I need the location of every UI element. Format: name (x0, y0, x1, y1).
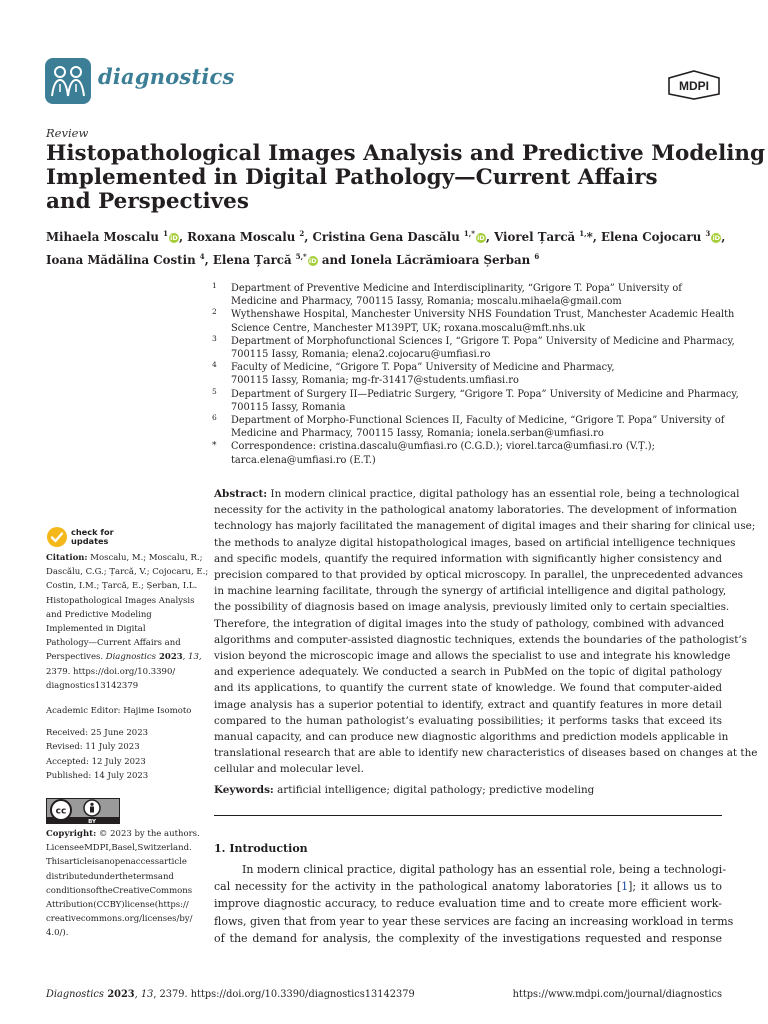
word: Licensee (46, 843, 85, 854)
affiliation-text: 700115 Iassy, Romania; elena2.cojocaru@umfiasi.ro (231, 349, 491, 361)
cc-icon: cc (55, 806, 67, 817)
check-updates-line: updates (71, 536, 109, 546)
copyright-line (46, 827, 198, 841)
author-name[interactable]: Mihaela Moscalu (46, 229, 164, 244)
abstract-line: compared to the human pathologist’s evaluating possibilities; it performs tasks that exceed its (214, 714, 722, 727)
word: conditions (46, 885, 91, 896)
footer-year: 2023 (103, 989, 135, 1000)
citation-year: 2023 (156, 652, 183, 663)
abstract-line: manual capacity, and can produce new diagnostic algorithms and prediction models applicable in (214, 731, 729, 744)
published-date: Published: 14 July 2023 (46, 771, 149, 781)
word: access (130, 857, 160, 868)
article-title (46, 141, 766, 214)
affiliation-text: 700115 Iassy, Romania; mg-fr-31417@students.umfiasi.ro (231, 375, 519, 387)
citation-journal: Diagnostics (105, 652, 157, 663)
word: distributed (46, 871, 94, 882)
check-updates-icon (46, 526, 68, 548)
received-date: Received: 25 June 2023 (46, 728, 149, 738)
journal-name[interactable]: diagnostics (98, 64, 235, 89)
word: BY) (109, 900, 125, 911)
check-updates-label (71, 528, 114, 546)
corresponding-mark: * (303, 251, 307, 261)
word: Switzerland. (137, 843, 192, 854)
word: the (98, 885, 113, 896)
author-line (46, 247, 736, 270)
footer-citation (46, 989, 415, 1000)
word: and (157, 871, 174, 882)
citation-line: Pathology—Current Affairs and (46, 638, 181, 649)
abstract-line: cellular and molecular level. (214, 763, 364, 776)
word: open (109, 857, 131, 868)
affiliation-item (212, 386, 739, 414)
word: an (99, 857, 110, 868)
word: of (90, 885, 99, 896)
orcid-icon[interactable]: iD (308, 256, 317, 265)
affiliation-number: 6 (212, 413, 217, 423)
author-name[interactable]: *, Elena Cojocaru (586, 229, 706, 244)
copyright-line (46, 855, 198, 869)
affiliation-sup: 5, (295, 251, 304, 261)
mdpi-logo[interactable] (666, 70, 722, 100)
corresponding-mark: * (471, 229, 475, 238)
citation-label: Citation: (46, 553, 88, 563)
abstract-line: and experience adequately. We conducted a search in PubMed on the topic of digital pathology (214, 666, 722, 679)
citation-doi-link[interactable]: diagnostics13142379 (46, 680, 139, 691)
by-label: BY (88, 819, 96, 824)
body-line: of the demand for analysis, the complexity of the investigations requested and response (214, 931, 722, 945)
word: article (159, 857, 187, 868)
abstract-line: precision compared to that provided by optical microscopy. In parallel, the unprecedented advances (214, 569, 743, 582)
journal-logo-icon (45, 58, 91, 104)
word: (CC (93, 900, 110, 911)
affiliation-number: 1 (212, 281, 217, 290)
copyright-line (46, 884, 198, 898)
abstract-label: Abstract: (214, 488, 268, 500)
body-line: improve diagnostic accuracy, to reduce evaluation time and to create more efficient work- (214, 897, 722, 911)
citation-line: Costin, I.M.; Țarcă, E.; Șerban, I.L. (46, 581, 198, 592)
author-name[interactable]: , Cristina Gena Dascălu (304, 229, 464, 244)
cc-by-license-badge[interactable] (46, 798, 120, 824)
footer-journal: Diagnostics (46, 989, 104, 1000)
orcid-icon[interactable]: iD (170, 233, 178, 242)
word: article (64, 857, 93, 868)
affiliation-text: Medicine and Pharmacy, 700115 Iassy, Romania; ionela.serban@umfiasi.ro (231, 428, 604, 440)
citation-line: and Predictive Modeling (46, 609, 152, 620)
abstract (214, 486, 758, 778)
affiliation-text: Faculty of Medicine, “Grigore T. Popa” University of Medicine and Pharmacy, (231, 362, 615, 374)
copyright-label: Copyright: (46, 829, 97, 839)
abstract-line: technology has majorly facilitated the management of digital images and their sharing for clinical use; (214, 520, 756, 533)
title-line: Histopathological Images Analysis and Predictive Modeling (46, 141, 766, 166)
footer-volume: , 13 (134, 989, 154, 1000)
copyright-line (46, 870, 198, 884)
abstract-line: necessity for the activity in the pathological anatomy laboratories. The development of information (214, 504, 737, 517)
affiliation-sup: 3 (705, 229, 711, 238)
word: is (92, 857, 100, 868)
author-list (46, 224, 736, 270)
affiliation-text: Medicine and Pharmacy, 700115 Iassy, Romania; moscalu.mihaela@gmail.com (231, 296, 622, 308)
copyright-line (46, 898, 198, 912)
affiliation-text: Wythenshawe Hospital, Manchester University NHS Foundation Trust, Manchester Academic Health (231, 309, 735, 321)
abstract-line (214, 486, 740, 502)
title-line: Implemented in Digital Pathology—Current Affairs (46, 165, 658, 190)
abstract-line: Therefore, the integration of digital images into the study of pathology, combined with advanced (214, 617, 725, 630)
body-line: flows, given that from year to year these services are facing an increasing workload in terms (214, 914, 734, 928)
affiliation-text: 700115 Iassy, Romania (231, 401, 346, 413)
affiliation-item (212, 414, 732, 440)
citation-text: Moscalu, M.; Moscalu, R.; (87, 553, 203, 563)
abstract-line: and its applications, to quantify the current state of knowledge. We found that computer-aided (214, 682, 722, 695)
section-divider (214, 815, 722, 816)
affiliation-number: 2 (212, 307, 217, 317)
body-text: cal necessity for the activity in the pathological anatomy laboratories [ (214, 880, 622, 894)
affiliation-number: 3 (212, 333, 217, 343)
abstract-line: translational research that are able to identify new characteristics of diseases based on changes at the (214, 747, 758, 760)
affiliation-text: Department of Morpho-Functional Sciences II, Faculty of Medicine, “Grigore T. Popa” University of (231, 415, 725, 427)
affiliation-text: Science Centre, Manchester M139PT, UK; roxana.moscalu@mft.nhs.uk (231, 322, 586, 334)
check-for-updates-button[interactable] (46, 526, 126, 552)
affiliation-item (212, 282, 732, 308)
article-type: Review (46, 126, 89, 140)
word: This (46, 857, 65, 868)
body-text: ]; it allows us to (628, 880, 722, 894)
citation-line (46, 650, 206, 664)
academic-editor: Academic Editor: Hajime Isomoto (46, 706, 192, 716)
word: the (119, 871, 133, 882)
author-name[interactable]: , Viorel Țarcă (485, 229, 580, 244)
title-line: and Perspectives (46, 189, 249, 214)
affiliation-sup: 2 (299, 229, 305, 238)
citation-text: Perspectives. (46, 652, 106, 663)
introduction-body (214, 861, 734, 947)
word: Basel, (111, 843, 138, 854)
citation-line (46, 551, 206, 565)
affiliation-text: Department of Preventive Medicine and Interdisciplinarity, “Grigore T. Popa” University of (231, 283, 682, 294)
correspondence (212, 440, 732, 466)
accepted-date: Accepted: 12 July 2023 (46, 757, 146, 767)
body-line (214, 878, 722, 895)
word: MDPI, (84, 843, 112, 854)
abstract-line: image analysis has a superior potential to identify, extract and quantify features in more detail (214, 698, 722, 711)
citation-line: Histopathological Images Analysis (46, 595, 195, 606)
copyright-block (46, 827, 198, 941)
abstract-line: in machine learning facilitate, through the synergy of artificial intelligence and digital pathology, (214, 585, 727, 598)
word: terms (132, 871, 158, 882)
orcid-icon[interactable]: iD (477, 233, 485, 242)
separator: , (721, 229, 726, 244)
body-line: In modern clinical practice, digital pathology has an essential role, being a technologi- (242, 863, 727, 876)
citation-line: Dascălu, C.G.; Țarcă, V.; Cojocaru, E.; (46, 567, 209, 578)
license-link[interactable]: 4.0/). (46, 928, 69, 939)
reference-link[interactable]: 1 (621, 880, 629, 894)
author-name[interactable]: , Roxana Moscalu (178, 229, 300, 244)
mdpi-text: MDPI (679, 79, 709, 93)
copyright-text: © 2023 by the authors. (96, 829, 200, 839)
abstract-line: the possibility of diagnosis based on image analysis, previously limited only to certain specialties. (214, 601, 730, 614)
word: Commons (149, 885, 193, 896)
citation-line: Implemented in Digital (46, 624, 146, 635)
word: under (93, 871, 120, 882)
affiliation-sup: 1 (163, 229, 168, 238)
abstract-line: algorithms and computer-assisted diagnostic techniques, extends the boundaries of the pathologist’s (214, 633, 748, 646)
word: Attribution (46, 900, 94, 911)
author-name[interactable]: , Elena Țarcă (204, 252, 296, 267)
affiliation-sup: 1, (463, 229, 472, 238)
orcid-icon[interactable]: iD (712, 233, 721, 242)
affiliation-sup: 1, (579, 229, 587, 238)
keywords-text: artificial intelligence; digital pathology; predictive modeling (273, 784, 595, 796)
affiliations (212, 281, 739, 467)
license-link[interactable]: creativecommons.org/licenses/by/ (46, 914, 193, 925)
keywords-label: Keywords: (214, 784, 274, 796)
footer-doi-link[interactable]: , 2379. https://doi.org/10.3390/diagnostics13142379 (153, 989, 415, 1000)
affiliation-number: * (212, 441, 217, 452)
affiliation-number: 5 (212, 386, 217, 396)
author-line (46, 224, 736, 247)
citation-block (46, 551, 209, 693)
abstract-line: vision beyond the microscopic image and allows the specialist to use and integrate his knowledge (214, 650, 731, 663)
affiliation-item (212, 333, 735, 361)
affiliation-text: Department of Surgery II—Pediatric Surgery, “Grigore T. Popa” University of Medicine and Pharmacy, (231, 388, 739, 400)
copyright-line (46, 841, 198, 855)
abstract-line: and specific models, quantify the required information with significantly higher consistency and (214, 552, 722, 565)
license-link[interactable]: (https:// (154, 900, 189, 911)
check-updates-line: check for (71, 527, 114, 537)
word: Creative (112, 885, 150, 896)
keywords (214, 783, 722, 797)
affiliation-text: Department of Morphofunctional Sciences I, “Grigore T. Popa” University of Medicine and Pharmacy, (231, 335, 735, 347)
affiliation-number: 4 (212, 360, 217, 370)
footer-journal-url[interactable]: https://www.mdpi.com/journal/diagnostics (512, 989, 722, 1000)
author-name[interactable]: Ioana Mădălina Costin (46, 252, 200, 267)
word: license (124, 900, 155, 911)
correspondence-text[interactable]: tarca.elena@umfiasi.ro (E.T.) (231, 454, 376, 466)
affiliation-sup: 6 (534, 251, 540, 261)
author-name[interactable]: and Ionela Lăcrămioara Șerban (317, 252, 535, 267)
affiliation-sup: 4 (199, 251, 205, 261)
abstract-line: the methods to analyze digital histopathological images, based on artificial intelligence techniques (214, 536, 736, 549)
abstract-text: In modern clinical practice, digital pathology has an essential role, being a technological (267, 488, 740, 500)
section-heading: 1. Introduction (214, 842, 308, 855)
affiliation-item (212, 361, 732, 387)
correspondence-text[interactable]: Correspondence: cristina.dascalu@umfiasi.ro (C.G.D.); viorel.tarca@umfiasi.ro (V.Ț.); (231, 441, 655, 453)
citation-volume: , 13, (182, 652, 202, 663)
revised-date: Revised: 11 July 2023 (46, 742, 140, 752)
affiliation-item (212, 307, 735, 334)
citation-doi-link[interactable]: 2379. https://doi.org/10.3390/ (46, 666, 176, 677)
